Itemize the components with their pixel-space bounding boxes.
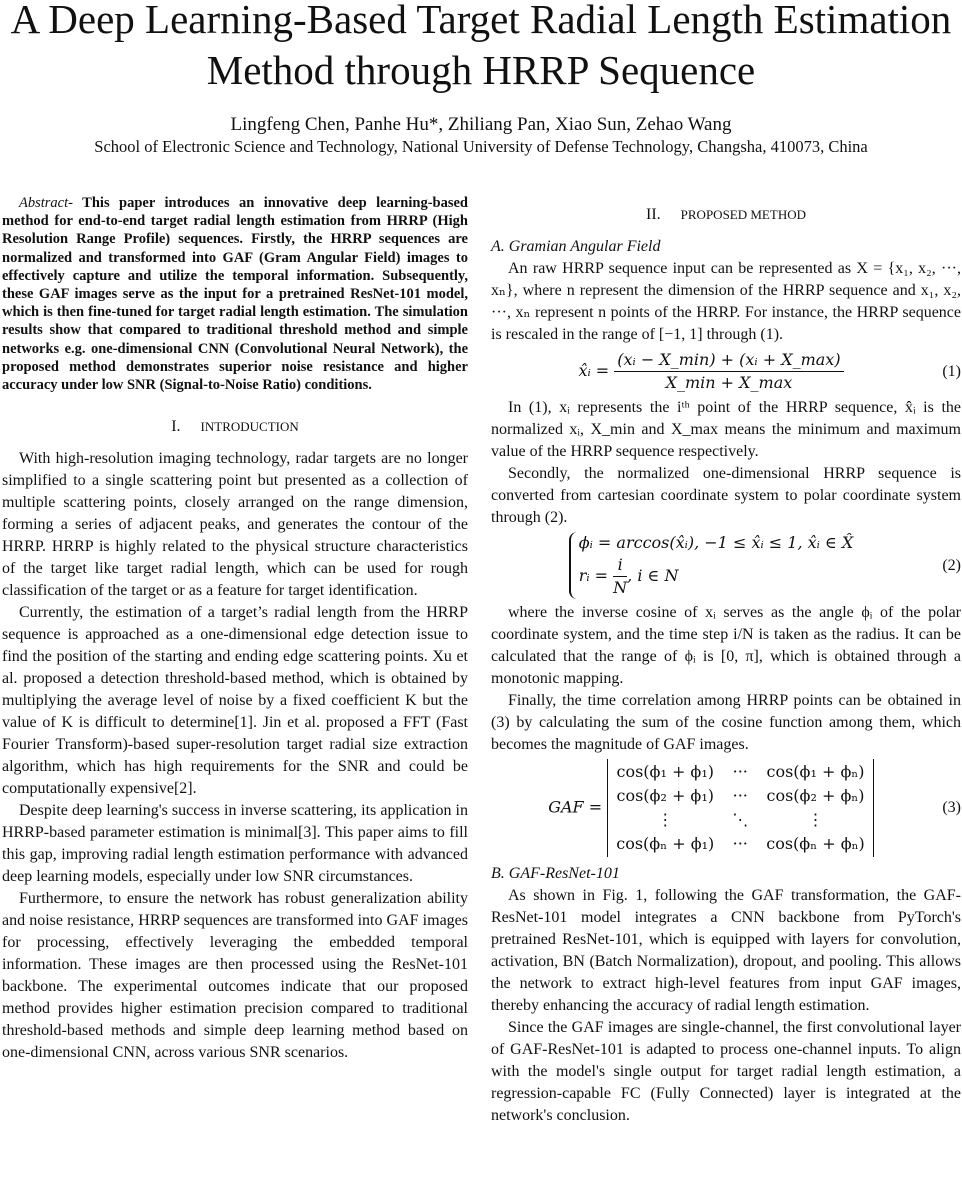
eq1-denominator: X_min + X_max [665, 373, 793, 392]
matrix-cell: cos(ϕₙ + ϕ₁) [616, 834, 715, 853]
section-number: II. [646, 206, 661, 223]
section-heading-proposed-method [491, 204, 961, 226]
matrix-cell: cos(ϕ₂ + ϕ₁) [616, 786, 714, 805]
equation-3 [491, 759, 961, 857]
matrix-cell: ··· [732, 786, 748, 805]
subsection-heading-resnet: B. GAF-ResNet-101 [491, 865, 620, 882]
section-title: PROPOSED METHOD [680, 207, 806, 222]
affiliation: School of Electronic Science and Technology, National University of Defense Technology, Changsha, 410073, China [94, 137, 868, 156]
eq2-denominator: N [613, 578, 628, 597]
matrix-cell: ⋮ [657, 810, 674, 829]
matrix-cell: ··· [732, 762, 748, 781]
matrix-cell: ··· [732, 834, 748, 853]
resnet-paragraph-1: As shown in Fig. 1, following the GAF transformation, the GAF-ResNet-101 model integrates a CNN backbone from PyTorch's pretrained ResNet-101, which is equipped with layers for convolution, activation, BN (Batch Normalization), dropout, and pooling. This allows the network to extract high-level features from input GAF images, thereby enhancing the accuracy of radial length estimation. [491, 887, 961, 1014]
matrix-cell: ⋱ [732, 810, 749, 829]
intro-paragraph-1: With high-resolution imaging technology, radar targets are no longer simplified to a single scattering point but presented as a collection of multiple scattering points, closely arranged on the range dimension, forming a series of adjacent peaks, and generates the contour of the HRRP. HRRP is highly related to the physical structure characteristics of the target like target radial length, which can be used for rough classification of the target or as a feature for target identification. [2, 450, 468, 600]
right-column [491, 186, 961, 1127]
section-number: I. [171, 418, 181, 436]
matrix-cell: cos(ϕ₁ + ϕₙ) [766, 762, 865, 781]
abstract-label: Abstract- [19, 195, 73, 211]
matrix-cell: cos(ϕₙ + ϕₙ) [766, 834, 865, 853]
gaf-paragraph-3: Secondly, the normalized one-dimensional HRRP sequence is converted from cartesian coordinate system to polar coordinate system through (2). [491, 465, 961, 526]
gaf-matrix [607, 759, 874, 857]
eq2-line-2-rhs: , i ∈ N [627, 566, 679, 585]
left-column [2, 186, 468, 1064]
matrix-cell: cos(ϕ₁ + ϕ₁) [616, 762, 714, 781]
matrix-cell: ⋮ [807, 810, 824, 829]
equation-number: (2) [942, 556, 961, 574]
gaf-paragraph-2: In (1), xᵢ represents the iᵗʰ point of the HRRP sequence, x̂ᵢ is the normalized xᵢ, X_min and X_max means the minimum and maximum value of the HRRP sequence respectively. [491, 399, 961, 460]
resnet-paragraph-2: Since the GAF images are single-channel, the first convolutional layer of GAF-ResNet-101 is adapted to process one-channel inputs. To align with the model's single output for target radial length estimation, a regression-capable FC (Fully Connected) layer is integrated at the network's conclusion. [491, 1019, 961, 1124]
subsection-heading-gaf: A. Gramian Angular Field [491, 238, 661, 255]
matrix-cell: cos(ϕ₂ + ϕₙ) [766, 786, 865, 805]
intro-paragraph-4: Furthermore, to ensure the network has robust generalization ability and noise resistance, HRRP sequences are transformed into GAF images for processing, effectively leveraging the embedded temporal information. These images are then processed using the ResNet-101 backbone. The experimental outcomes indicate that our proposed method provides higher estimation precision compared to traditional threshold-based methods and simple deep learning method based on one-dimensional CNN, across various SNR scenarios. [2, 890, 468, 1062]
section-heading-introduction [2, 416, 468, 438]
equation-number: (3) [942, 799, 961, 816]
equation-2 [491, 532, 961, 599]
eq1-numerator: (xᵢ − X_min) + (xᵢ + X_max) [614, 349, 843, 372]
eq2-line-1: ϕᵢ = arccos(x̂ᵢ), −1 ≤ x̂ᵢ ≤ 1, x̂ᵢ ∈ X̂ [578, 533, 854, 552]
intro-paragraph-3: Despite deep learning's success in inverse scattering, its application in HRRP-based parameter estimation is minimal[3]. This paper aims to fill this gap, improving radial length estimation performance with advanced deep learning models, especially under low SNR circumstances. [2, 802, 468, 886]
paper-title: A Deep Learning-Based Target Radial Length Estimation Method through HRRP Sequence [10, 0, 952, 93]
gaf-paragraph-1: An raw HRRP sequence input can be represented as X = {x₁, x₂, ···, xₙ}, where n represent the dimension of the HRRP sequence and x₁, x₂, ···, xₙ represent n points of the HRRP. For instance, the HRRP sequence is rescaled in the range of [−1, 1] through (1). [491, 260, 961, 343]
eq3-lhs: GAF = [548, 797, 603, 817]
author-list: Lingfeng Chen, Panhe Hu*, Zhiliang Pan, Xiao Sun, Zehao Wang [230, 114, 732, 135]
eq2-numerator: i [613, 554, 627, 577]
section-title: INTRODUCTION [200, 419, 299, 435]
equation-number: (1) [942, 362, 961, 380]
abstract-text: This paper introduces an innovative deep learning-based method for end-to-end target radial length estimation from HRRP (High Resolution Range Profile) sequences. Firstly, the HRRP sequences are normalized and transformed into GAF (Gram Angular Field) images to effectively capture and utilize the temporal information. Subsequently, these GAF images serve as the input for a pretrained ResNet-101 model, which is then fine-tuned for target radial length estimation. The simulation results show that compared to traditional threshold method and simple networks e.g. one-dimensional CNN (Convolutional Neural Network), the proposed method demonstrates superior noise resistance and higher accuracy under low SNR (Signal-to-Noise Ratio) conditions. [2, 195, 468, 394]
eq1-lhs: x̂ᵢ = [578, 361, 610, 380]
gaf-paragraph-4: where the inverse cosine of xᵢ serves as the angle ϕᵢ of the polar coordinate system, and the time step i/N is taken as the radius. It can be calculated that the range of ϕᵢ is [0, π], which is obtained through a monotonic mapping. [491, 604, 961, 687]
abstract [2, 194, 468, 394]
eq2-line-2-lhs: rᵢ = [578, 566, 609, 585]
equation-1 [491, 349, 961, 394]
intro-paragraph-2: Currently, the estimation of a target’s radial length from the HRRP sequence is approached as a one-dimensional edge detection issue to find the position of the starting and ending edge scattering points. Xu et al. proposed a detection threshold-based method, which is obtained by multiplying the average level of noise by a fixed coefficient K but the value of K is difficult to determine[1]. Jin et al. proposed a FFT (Fast Fourier Transform)-based super-resolution target radial size extraction algorithm, which has high requirements for the SNR and could be computationally expensive[2]. [2, 604, 468, 798]
gaf-paragraph-5: Finally, the time correlation among HRRP points can be obtained in (3) by calculating the sum of the cosine function among them, which becomes the magnitude of GAF images. [491, 692, 961, 753]
